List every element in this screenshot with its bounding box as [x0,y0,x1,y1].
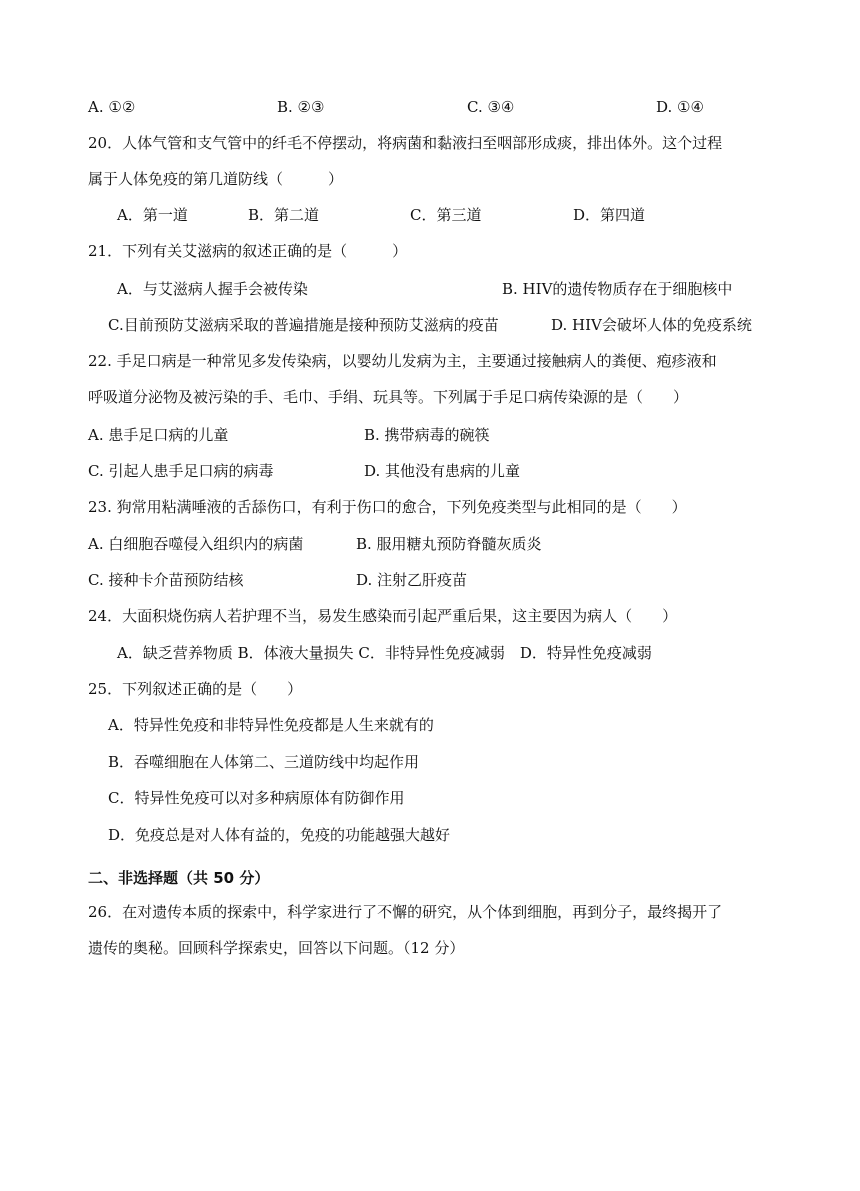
q21-option-c: C.目前预防艾滋病采取的普遍措施是接种预防艾滋病的疫苗 [108,316,499,334]
q24-options-text: A．缺乏营养物质 B．体液大量损失 C．非特异性免疫减弱 D．特异性免疫减弱 [117,644,652,662]
q25-option-c: C．特异性免疫可以对多种病原体有防御作用 [108,789,405,807]
q23-stem-text: 23. 狗常用粘满唾液的舌舔伤口，有利于伤口的愈合，下列免疫类型与此相同的是（ ） [88,498,687,516]
q23-option-a: A. 白细胞吞噬侵入组织内的病菌 [88,535,304,553]
q20-option-a: A．第一道 [117,206,188,224]
q23-option-c: C. 接种卡介苗预防结核 [88,571,244,589]
q26-line2: 遗传的奥秘。回顾科学探索史，回答以下问题。（12 分） [88,939,465,957]
q20-option-c: C．第三道 [410,206,482,224]
q20-line1: 20．人体气管和支气管中的纤毛不停摆动，将病菌和黏液扫至咽部形成痰，排出体外。这个过程 [88,134,723,152]
q25-option-b: B．吞噬细胞在人体第二、三道防线中均起作用 [108,753,420,771]
q21-option-b: B. HIV的遗传物质存在于细胞核中 [502,280,733,298]
q22-option-b: B. 携带病毒的碗筷 [364,426,490,444]
q23-option-d: D. 注射乙肝疫苗 [356,571,468,589]
q22-line2: 呼吸道分泌物及被污染的手、毛巾、手绢、玩具等。下列属于手足口病传染源的是（ ） [88,388,689,406]
q19-option-d: D. ①④ [656,98,704,116]
q19-option-a: A. ①② [88,98,136,116]
q25-option-d: D．免疫总是对人体有益的，免疫的功能越强大越好 [108,826,451,844]
q21-stem-text: 21．下列有关艾滋病的叙述正确的是（ ） [88,242,408,260]
q20-line2: 属于人体免疫的第几道防线（ ） [88,170,344,188]
q22-line1: 22. 手足口病是一种常见多发传染病，以婴幼儿发病为主，主要通过接触病人的粪便、疱疹液和 [88,352,717,370]
section2-title: 二、非选择题（共 50 分） [88,869,270,887]
q19-option-c: C. ③④ [467,98,515,116]
q24-stem-text: 24．大面积烧伤病人若护理不当，易发生感染而引起严重后果，这主要因为病人（ ） [88,607,678,625]
q22-option-a: A. 患手足口病的儿童 [88,426,229,444]
q20-option-b: B．第二道 [248,206,320,224]
q26-line1: 26．在对遗传本质的探索中，科学家进行了不懈的研究，从个体到细胞，再到分子，最终揭开了 [88,903,723,921]
q20-option-d: D．第四道 [573,206,646,224]
q22-option-d: D. 其他没有患病的儿童 [364,462,521,480]
q21-option-a: A．与艾滋病人握手会被传染 [117,280,308,298]
q23-option-b: B. 服用糖丸预防脊髓灰质炎 [356,535,542,553]
q21-option-d: D. HIV会破坏人体的免疫系统 [551,316,752,334]
q25-option-a: A．特异性免疫和非特异性免疫都是人生来就有的 [108,716,434,734]
q22-option-c: C. 引起人患手足口病的病毒 [88,462,274,480]
q25-stem-text: 25．下列叙述正确的是（ ） [88,680,303,698]
q19-option-b: B. ②③ [277,98,325,116]
